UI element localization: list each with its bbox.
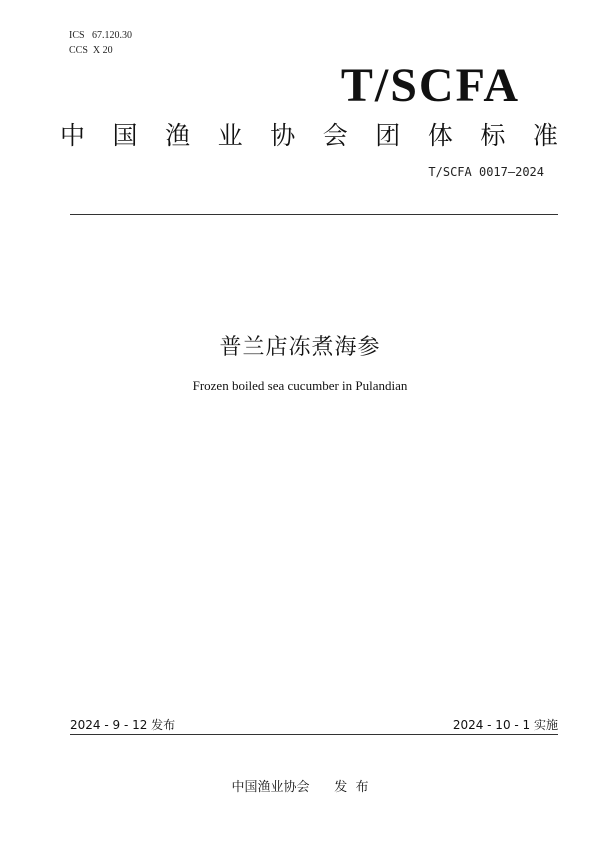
org-title-char: 国 bbox=[112, 121, 138, 150]
org-title-char: 准 bbox=[532, 121, 558, 150]
document-title-chinese: 普兰店冻煮海参 bbox=[219, 335, 381, 360]
implementation-date: 2024 - 10 - 1 实施 bbox=[452, 718, 558, 732]
issue-date: 2024 - 9 - 12 发布 bbox=[70, 718, 176, 732]
document-title-english: Frozen boiled sea cucumber in Pulandian bbox=[192, 378, 408, 393]
standard-number: T/SCFA 0017—2024 bbox=[428, 165, 544, 179]
publisher: 中国渔业协会 发 布 bbox=[231, 780, 369, 795]
org-title-char: 协 bbox=[270, 121, 296, 150]
ics-code: ICS 67.120.30 bbox=[69, 30, 133, 41]
footer-divider bbox=[70, 734, 558, 735]
header-divider bbox=[70, 214, 558, 215]
org-title-char: 会 bbox=[322, 121, 348, 150]
standard-logo: T/SCFA bbox=[340, 59, 520, 112]
org-title-char: 中 bbox=[60, 121, 86, 150]
ccs-code: CCS X 20 bbox=[69, 45, 113, 56]
organization-title bbox=[60, 116, 558, 152]
org-title-char: 团 bbox=[375, 121, 401, 150]
org-title-char: 渔 bbox=[165, 121, 191, 150]
org-title-char: 业 bbox=[217, 121, 243, 150]
org-title-char: 体 bbox=[427, 121, 453, 150]
org-title-char: 标 bbox=[480, 121, 506, 150]
